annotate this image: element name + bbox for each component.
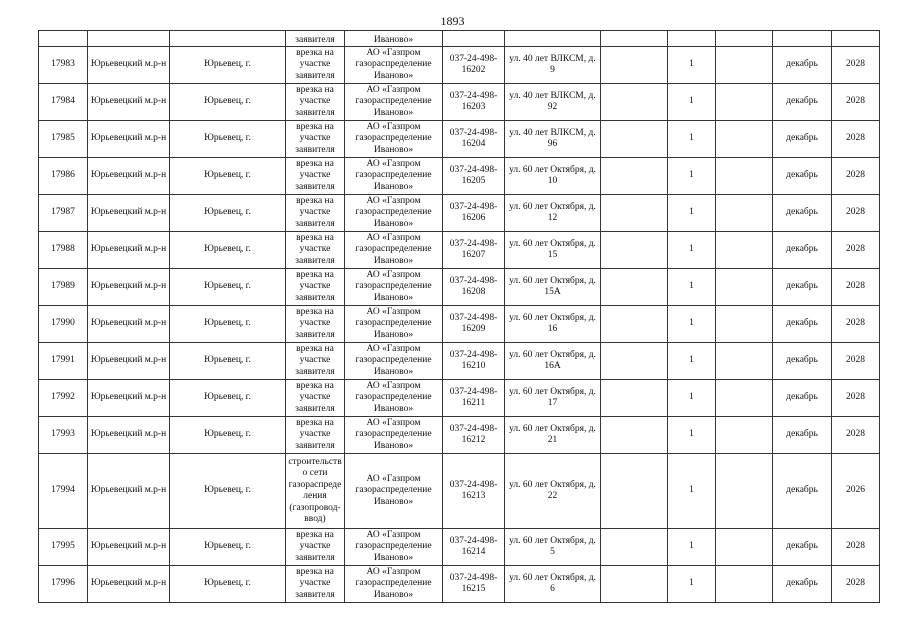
cell-empty xyxy=(601,232,668,269)
cell-city: Юрьевец, г. xyxy=(170,380,286,417)
cell-region: Юрьевецкий м.р-н xyxy=(88,343,170,380)
cell-id: 17984 xyxy=(39,84,88,121)
cell-month: декабрь xyxy=(773,529,832,566)
cell-work: врезка на участке заявителя xyxy=(286,380,345,417)
cell-empty xyxy=(716,195,773,232)
cell-code: 037-24-498-16206 xyxy=(443,195,505,232)
cell-code: 037-24-498-16215 xyxy=(443,566,505,603)
cell-code: 037-24-498-16214 xyxy=(443,529,505,566)
cell-code: 037-24-498-16211 xyxy=(443,380,505,417)
cell-org: АО «Газпром газораспределение Иваново» xyxy=(345,306,443,343)
cell-id: 17985 xyxy=(39,121,88,158)
table-row xyxy=(39,158,880,195)
cell-region: Юрьевецкий м.р-н xyxy=(88,84,170,121)
cell-work: врезка на участке заявителя xyxy=(286,47,345,84)
cell-code xyxy=(443,31,505,47)
cell-year: 2028 xyxy=(832,121,880,158)
cell-empty xyxy=(716,158,773,195)
cell-year: 2028 xyxy=(832,566,880,603)
cell-month: декабрь xyxy=(773,47,832,84)
cell-empty xyxy=(601,566,668,603)
table-row xyxy=(39,454,880,529)
cell-city: Юрьевец, г. xyxy=(170,84,286,121)
cell-org: АО «Газпром газораспределение Иваново» xyxy=(345,380,443,417)
cell-code: 037-24-498-16207 xyxy=(443,232,505,269)
cell-qty: 1 xyxy=(668,454,716,529)
table-body xyxy=(39,31,880,603)
cell-org: АО «Газпром газораспределение Иваново» xyxy=(345,417,443,454)
cell-month: декабрь xyxy=(773,380,832,417)
cell-address: ул. 60 лет Октября, д. 22 xyxy=(505,454,601,529)
table-row xyxy=(39,306,880,343)
cell-org: АО «Газпром газораспределение Иваново» xyxy=(345,454,443,529)
cell-empty xyxy=(601,84,668,121)
cell-org: АО «Газпром газораспределение Иваново» xyxy=(345,566,443,603)
table-row xyxy=(39,343,880,380)
cell-month: декабрь xyxy=(773,269,832,306)
cell-month: декабрь xyxy=(773,566,832,603)
cell-region: Юрьевецкий м.р-н xyxy=(88,195,170,232)
cell-id: 17992 xyxy=(39,380,88,417)
cell-code: 037-24-498-16209 xyxy=(443,306,505,343)
cell-org: АО «Газпром газораспределение Иваново» xyxy=(345,47,443,84)
cell-qty: 1 xyxy=(668,158,716,195)
cell-year: 2028 xyxy=(832,529,880,566)
table-row xyxy=(39,269,880,306)
cell-city: Юрьевец, г. xyxy=(170,269,286,306)
cell-month: декабрь xyxy=(773,121,832,158)
cell-empty xyxy=(601,417,668,454)
cell-city: Юрьевец, г. xyxy=(170,566,286,603)
cell-qty: 1 xyxy=(668,343,716,380)
cell-region: Юрьевецкий м.р-н xyxy=(88,529,170,566)
cell-empty xyxy=(716,121,773,158)
cell-region: Юрьевецкий м.р-н xyxy=(88,566,170,603)
cell-id: 17994 xyxy=(39,454,88,529)
cell-month xyxy=(773,31,832,47)
cell-org: АО «Газпром газораспределение Иваново» xyxy=(345,158,443,195)
cell-work: врезка на участке заявителя xyxy=(286,195,345,232)
cell-empty xyxy=(601,529,668,566)
cell-month: декабрь xyxy=(773,306,832,343)
cell-empty xyxy=(716,269,773,306)
cell-org: АО «Газпром газораспределение Иваново» xyxy=(345,121,443,158)
table-row xyxy=(39,417,880,454)
cell-id: 17991 xyxy=(39,343,88,380)
objects-table xyxy=(38,30,880,603)
cell-address: ул. 60 лет Октября, д. 5 xyxy=(505,529,601,566)
table-row xyxy=(39,195,880,232)
cell-city: Юрьевец, г. xyxy=(170,343,286,380)
cell-year: 2028 xyxy=(832,232,880,269)
cell-empty xyxy=(601,269,668,306)
cell-city: Юрьевец, г. xyxy=(170,306,286,343)
cell-city: Юрьевец, г. xyxy=(170,454,286,529)
cell-qty: 1 xyxy=(668,121,716,158)
cell-org: Иваново» xyxy=(345,31,443,47)
cell-year: 2028 xyxy=(832,417,880,454)
cell-empty xyxy=(716,306,773,343)
cell-region: Юрьевецкий м.р-н xyxy=(88,232,170,269)
cell-empty xyxy=(716,566,773,603)
cell-qty: 1 xyxy=(668,195,716,232)
cell-code: 037-24-498-16213 xyxy=(443,454,505,529)
cell-city: Юрьевец, г. xyxy=(170,232,286,269)
cell-qty: 1 xyxy=(668,380,716,417)
cell-region: Юрьевецкий м.р-н xyxy=(88,47,170,84)
cell-empty xyxy=(601,306,668,343)
cell-id: 17996 xyxy=(39,566,88,603)
table-row xyxy=(39,566,880,603)
cell-region: Юрьевецкий м.р-н xyxy=(88,158,170,195)
cell-id: 17990 xyxy=(39,306,88,343)
cell-org: АО «Газпром газораспределение Иваново» xyxy=(345,269,443,306)
table-row xyxy=(39,232,880,269)
cell-year: 2028 xyxy=(832,380,880,417)
cell-month: декабрь xyxy=(773,454,832,529)
cell-work: врезка на участке заявителя xyxy=(286,158,345,195)
cell-code: 037-24-498-16208 xyxy=(443,269,505,306)
cell-qty: 1 xyxy=(668,84,716,121)
cell-work: врезка на участке заявителя xyxy=(286,121,345,158)
cell-month: декабрь xyxy=(773,84,832,121)
cell-qty: 1 xyxy=(668,529,716,566)
cell-qty: 1 xyxy=(668,566,716,603)
cell-city xyxy=(170,31,286,47)
cell-code: 037-24-498-16202 xyxy=(443,47,505,84)
cell-code: 037-24-498-16212 xyxy=(443,417,505,454)
cell-empty xyxy=(716,47,773,84)
cell-code: 037-24-498-16210 xyxy=(443,343,505,380)
cell-region: Юрьевецкий м.р-н xyxy=(88,380,170,417)
cell-empty xyxy=(601,380,668,417)
cell-empty xyxy=(716,454,773,529)
cell-address: ул. 60 лет Октября, д. 12 xyxy=(505,195,601,232)
cell-empty xyxy=(601,47,668,84)
cell-year: 2028 xyxy=(832,195,880,232)
cell-year xyxy=(832,31,880,47)
cell-year: 2028 xyxy=(832,47,880,84)
cell-work: строительство сети газораспределения (газопровод-ввод) xyxy=(286,454,345,529)
cell-id: 17987 xyxy=(39,195,88,232)
cell-org: АО «Газпром газораспределение Иваново» xyxy=(345,84,443,121)
cell-id: 17989 xyxy=(39,269,88,306)
cell-qty xyxy=(668,31,716,47)
cell-id: 17983 xyxy=(39,47,88,84)
cell-address: ул. 60 лет Октября, д. 16А xyxy=(505,343,601,380)
cell-month: декабрь xyxy=(773,232,832,269)
cell-work: заявителя xyxy=(286,31,345,47)
cell-id: 17986 xyxy=(39,158,88,195)
cell-empty xyxy=(716,529,773,566)
cell-work: врезка на участке заявителя xyxy=(286,306,345,343)
cell-empty xyxy=(601,121,668,158)
table-row xyxy=(39,380,880,417)
cell-id: 17993 xyxy=(39,417,88,454)
cell-region: Юрьевецкий м.р-н xyxy=(88,417,170,454)
cell-address: ул. 60 лет Октября, д. 16 xyxy=(505,306,601,343)
cell-qty: 1 xyxy=(668,417,716,454)
cell-region xyxy=(88,31,170,47)
cell-work: врезка на участке заявителя xyxy=(286,269,345,306)
cell-address: ул. 40 лет ВЛКСМ, д. 96 xyxy=(505,121,601,158)
cell-org: АО «Газпром газораспределение Иваново» xyxy=(345,529,443,566)
cell-empty xyxy=(716,84,773,121)
cell-code: 037-24-498-16204 xyxy=(443,121,505,158)
cell-qty: 1 xyxy=(668,306,716,343)
cell-work: врезка на участке заявителя xyxy=(286,566,345,603)
cell-city: Юрьевец, г. xyxy=(170,47,286,84)
cell-year: 2028 xyxy=(832,306,880,343)
cell-org: АО «Газпром газораспределение Иваново» xyxy=(345,195,443,232)
cell-address: ул. 60 лет Октября, д. 17 xyxy=(505,380,601,417)
cell-empty xyxy=(716,380,773,417)
cell-empty xyxy=(716,343,773,380)
cell-empty xyxy=(716,417,773,454)
cell-empty xyxy=(601,454,668,529)
table-row xyxy=(39,121,880,158)
cell-empty xyxy=(601,343,668,380)
cell-empty xyxy=(601,158,668,195)
cell-qty: 1 xyxy=(668,47,716,84)
cell-org: АО «Газпром газораспределение Иваново» xyxy=(345,232,443,269)
cell-address: ул. 40 лет ВЛКСМ, д. 92 xyxy=(505,84,601,121)
cell-empty xyxy=(601,31,668,47)
cell-work: врезка на участке заявителя xyxy=(286,417,345,454)
cell-month: декабрь xyxy=(773,195,832,232)
table-row xyxy=(39,47,880,84)
cell-org: АО «Газпром газораспределение Иваново» xyxy=(345,343,443,380)
cell-work: врезка на участке заявителя xyxy=(286,343,345,380)
cell-year: 2028 xyxy=(832,343,880,380)
cell-region: Юрьевецкий м.р-н xyxy=(88,121,170,158)
cell-address: ул. 60 лет Октября, д. 6 xyxy=(505,566,601,603)
cell-year: 2028 xyxy=(832,158,880,195)
cell-address: ул. 60 лет Октября, д. 15 xyxy=(505,232,601,269)
cell-year: 2026 xyxy=(832,454,880,529)
cell-address xyxy=(505,31,601,47)
page-number: 1893 xyxy=(440,14,465,28)
table-row xyxy=(39,84,880,121)
cell-region: Юрьевецкий м.р-н xyxy=(88,306,170,343)
cell-qty: 1 xyxy=(668,232,716,269)
cell-city: Юрьевец, г. xyxy=(170,195,286,232)
cell-month: декабрь xyxy=(773,343,832,380)
cell-address: ул. 60 лет Октября, д. 15А xyxy=(505,269,601,306)
cell-work: врезка на участке заявителя xyxy=(286,84,345,121)
cell-year: 2028 xyxy=(832,84,880,121)
cell-address: ул. 60 лет Октября, д. 21 xyxy=(505,417,601,454)
cell-code: 037-24-498-16203 xyxy=(443,84,505,121)
cell-address: ул. 40 лет ВЛКСМ, д. 9 xyxy=(505,47,601,84)
cell-region: Юрьевецкий м.р-н xyxy=(88,269,170,306)
cell-year: 2028 xyxy=(832,269,880,306)
cell-id: 17988 xyxy=(39,232,88,269)
cell-city: Юрьевец, г. xyxy=(170,158,286,195)
cell-id xyxy=(39,31,88,47)
cell-city: Юрьевец, г. xyxy=(170,121,286,158)
cell-address: ул. 60 лет Октября, д. 10 xyxy=(505,158,601,195)
cell-work: врезка на участке заявителя xyxy=(286,529,345,566)
table-row-partial xyxy=(39,31,880,47)
cell-month: декабрь xyxy=(773,158,832,195)
cell-month: декабрь xyxy=(773,417,832,454)
cell-city: Юрьевец, г. xyxy=(170,529,286,566)
table-row xyxy=(39,529,880,566)
cell-id: 17995 xyxy=(39,529,88,566)
cell-work: врезка на участке заявителя xyxy=(286,232,345,269)
cell-empty xyxy=(716,31,773,47)
cell-empty xyxy=(716,232,773,269)
cell-city: Юрьевец, г. xyxy=(170,417,286,454)
cell-empty xyxy=(601,195,668,232)
cell-qty: 1 xyxy=(668,269,716,306)
cell-region: Юрьевецкий м.р-н xyxy=(88,454,170,529)
cell-code: 037-24-498-16205 xyxy=(443,158,505,195)
